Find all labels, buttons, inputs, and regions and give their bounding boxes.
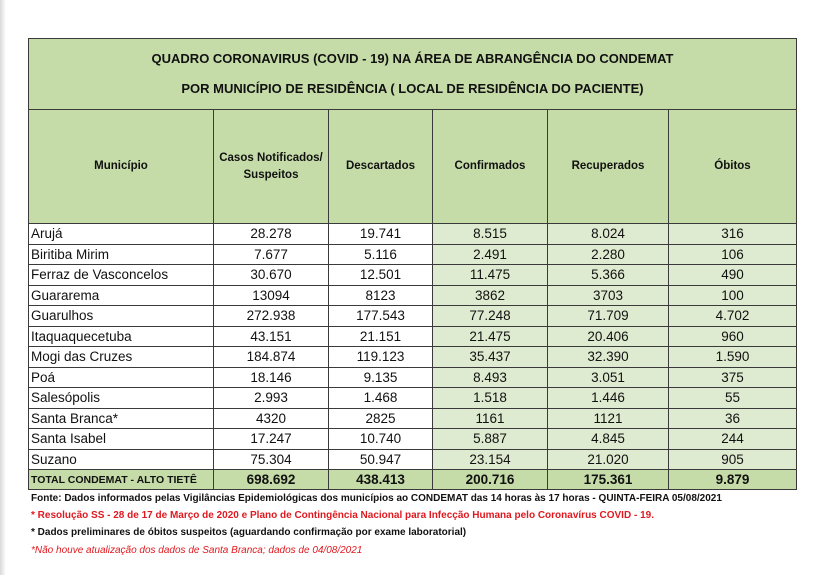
cell-descartados: 8123 — [329, 285, 433, 306]
table-row — [29, 265, 797, 286]
cell-obitos: 316 — [669, 224, 797, 245]
header-municipio: Município — [29, 110, 214, 224]
cell-notificados: 28.278 — [214, 224, 329, 245]
cell-descartados: 21.151 — [329, 326, 433, 347]
cell-recuperados: 4.845 — [548, 429, 669, 450]
cell-recuperados: 2.280 — [548, 244, 669, 265]
total-label: TOTAL CONDEMAT - ALTO TIETÊ — [29, 470, 214, 490]
cell-descartados: 2825 — [329, 408, 433, 429]
cell-recuperados: 20.406 — [548, 326, 669, 347]
total-descartados: 438.413 — [329, 470, 433, 490]
header-recuperados: Recuperados — [548, 110, 669, 224]
cell-municipio: Santa Isabel — [29, 429, 214, 450]
cell-notificados: 43.151 — [214, 326, 329, 347]
cell-obitos: 244 — [669, 429, 797, 450]
header-notificados-line2: Suspeitos — [243, 168, 299, 181]
table-row — [29, 326, 797, 347]
table-row — [29, 244, 797, 265]
total-notificados: 698.692 — [214, 470, 329, 490]
table-row — [29, 224, 797, 245]
cell-recuperados: 32.390 — [548, 347, 669, 368]
footnotes — [31, 490, 811, 559]
cell-recuperados: 3703 — [548, 285, 669, 306]
cell-municipio: Arujá — [29, 224, 214, 245]
cell-notificados: 18.146 — [214, 367, 329, 388]
cell-descartados: 119.123 — [329, 347, 433, 368]
footnote-fonte: Fonte: Dados informados pelas Vigilâncias Epidemiológicas dos municípios ao CONDEMAT das 14 horas às 17 horas - QUINTA-FEIRA 05/08/2021 — [31, 493, 722, 504]
table-title — [29, 39, 797, 110]
cell-recuperados: 1121 — [548, 408, 669, 429]
cell-confirmados: 8.493 — [433, 367, 548, 388]
total-recuperados: 175.361 — [548, 470, 669, 490]
cell-confirmados: 35.437 — [433, 347, 548, 368]
title-line-1: QUADRO CORONAVIRUS (COVID - 19) NA ÁREA DE ABRANGÊNCIA DO CONDEMAT — [151, 51, 674, 66]
table-row — [29, 429, 797, 450]
cell-recuperados: 3.051 — [548, 367, 669, 388]
cell-municipio: Santa Branca* — [29, 408, 214, 429]
cell-recuperados: 71.709 — [548, 306, 669, 327]
cell-confirmados: 23.154 — [433, 449, 548, 470]
cell-notificados: 272.938 — [214, 306, 329, 327]
cell-descartados: 177.543 — [329, 306, 433, 327]
cell-notificados: 75.304 — [214, 449, 329, 470]
covid-table — [28, 38, 797, 490]
header-confirmados: Confirmados — [433, 110, 548, 224]
cell-recuperados: 5.366 — [548, 265, 669, 286]
cell-municipio: Biritiba Mirim — [29, 244, 214, 265]
cell-descartados: 50.947 — [329, 449, 433, 470]
cell-confirmados: 11.475 — [433, 265, 548, 286]
cell-notificados: 2.993 — [214, 388, 329, 409]
cell-notificados: 17.247 — [214, 429, 329, 450]
cell-obitos: 106 — [669, 244, 797, 265]
cell-obitos: 100 — [669, 285, 797, 306]
covid-table-sheet — [28, 38, 796, 490]
table-row — [29, 306, 797, 327]
cell-municipio: Salesópolis — [29, 388, 214, 409]
cell-obitos: 490 — [669, 265, 797, 286]
cell-municipio: Suzano — [29, 449, 214, 470]
cell-confirmados: 77.248 — [433, 306, 548, 327]
title-line-2: POR MUNICÍPIO DE RESIDÊNCIA ( LOCAL DE RESIDÊNCIA DO PACIENTE) — [181, 81, 644, 96]
cell-descartados: 10.740 — [329, 429, 433, 450]
table-row — [29, 388, 797, 409]
cell-obitos: 375 — [669, 367, 797, 388]
cell-recuperados: 1.446 — [548, 388, 669, 409]
cell-recuperados: 8.024 — [548, 224, 669, 245]
footnote-resolucao: * Resolução SS - 28 de 17 de Março de 2020 e Plano de Contingência Nacional para Infecção Humana pelo Coronavírus COVID - 19. — [31, 510, 654, 522]
cell-municipio: Guararema — [29, 285, 214, 306]
cell-obitos: 905 — [669, 449, 797, 470]
cell-municipio: Guarulhos — [29, 306, 214, 327]
footnote-preliminares: * Dados preliminares de óbitos suspeitos (aguardando confirmação por exame laboratorial) — [31, 527, 467, 539]
table-row — [29, 408, 797, 429]
cell-municipio: Itaquaquecetuba — [29, 326, 214, 347]
cell-confirmados: 2.491 — [433, 244, 548, 265]
cell-confirmados: 3862 — [433, 285, 548, 306]
total-row — [29, 470, 797, 490]
cell-notificados: 4320 — [214, 408, 329, 429]
cell-descartados: 1.468 — [329, 388, 433, 409]
cell-confirmados: 8.515 — [433, 224, 548, 245]
cell-notificados: 30.670 — [214, 265, 329, 286]
cell-obitos: 36 — [669, 408, 797, 429]
left-edge-shadow — [0, 0, 6, 575]
cell-notificados: 184.874 — [214, 347, 329, 368]
header-notificados-line1: Casos Notificados/ — [219, 151, 323, 164]
cell-municipio: Ferraz de Vasconcelos — [29, 265, 214, 286]
header-notificados — [214, 110, 329, 224]
cell-recuperados: 21.020 — [548, 449, 669, 470]
header-obitos: Óbitos — [669, 110, 797, 224]
table-row — [29, 347, 797, 368]
cell-confirmados: 1.518 — [433, 388, 548, 409]
cell-confirmados: 5.887 — [433, 429, 548, 450]
header-descartados: Descartados — [329, 110, 433, 224]
total-obitos: 9.879 — [669, 470, 797, 490]
cell-municipio: Poá — [29, 367, 214, 388]
cell-municipio: Mogi das Cruzes — [29, 347, 214, 368]
cell-descartados: 19.741 — [329, 224, 433, 245]
total-confirmados: 200.716 — [433, 470, 548, 490]
cell-obitos: 960 — [669, 326, 797, 347]
cell-obitos: 55 — [669, 388, 797, 409]
cell-descartados: 12.501 — [329, 265, 433, 286]
cell-notificados: 7.677 — [214, 244, 329, 265]
cell-confirmados: 1161 — [433, 408, 548, 429]
table-row — [29, 285, 797, 306]
table-row — [29, 367, 797, 388]
cell-descartados: 5.116 — [329, 244, 433, 265]
cell-notificados: 13094 — [214, 285, 329, 306]
cell-obitos: 1.590 — [669, 347, 797, 368]
table-row — [29, 449, 797, 470]
footnote-santa-branca: *Não houve atualização dos dados de Santa Branca; dados de 04/08/2021 — [31, 544, 363, 556]
cell-descartados: 9.135 — [329, 367, 433, 388]
cell-confirmados: 21.475 — [433, 326, 548, 347]
cell-obitos: 4.702 — [669, 306, 797, 327]
